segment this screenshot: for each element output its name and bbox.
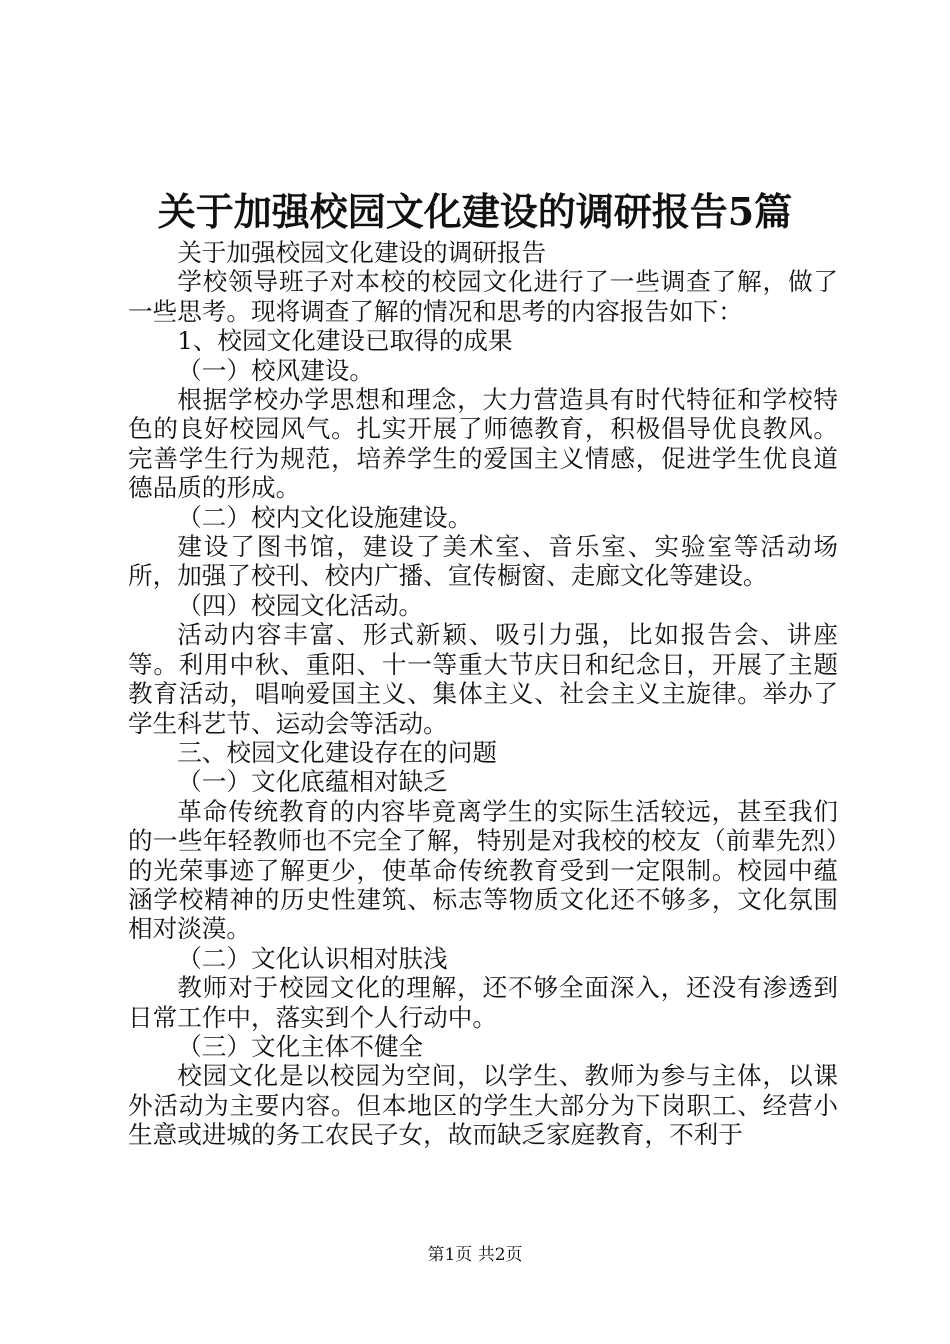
document-body [128, 238, 838, 1150]
subsection-heading: （三）文化主体不健全 [177, 1031, 424, 1061]
paragraph: 革命传统教育的内容毕竟离学生的实际生活较远，甚至我们的一些年轻教师也不完全了解，特别是对我校的校友（前辈先烈）的光荣事迹了解更少，使革命传统教育受到一定限制。校园中蕴涵学校精神的历史性建筑、标志等物质文化还不够多，文化氛围相对淡漠。 [128, 796, 838, 944]
subsection-heading: （二）文化认识相对肤浅 [177, 943, 448, 973]
section-heading: 1、校园文化建设已取得的成果 [177, 326, 513, 356]
subsection-heading: （一）文化底蕴相对缺乏 [177, 767, 448, 797]
paragraph: 根据学校办学思想和理念，大力营造具有时代特征和学校特色的良好校园风气。扎实开展了师德教育，积极倡导优良教风。完善学生行为规范，培养学生的爱国主义情感，促进学生优良道德品质的形成。 [128, 385, 838, 503]
section-heading: 三、校园文化建设存在的问题 [177, 737, 497, 767]
paragraph: 建设了图书馆，建设了美术室、音乐室、实验室等活动场所，加强了校刊、校内广播、宣传橱窗、走廊文化等建设。 [128, 532, 838, 591]
paragraph: 活动内容丰富、形式新颖、吸引力强，比如报告会、讲座等。利用中秋、重阳、十一等重大节庆日和纪念日，开展了主题教育活动，唱响爱国主义、集体主义、社会主义主旋律。举办了学生科艺节、运动会等活动。 [128, 620, 838, 738]
page-footer: 第1页 共2页 [427, 1245, 523, 1265]
subsection-heading: （二）校内文化设施建设。 [177, 502, 473, 532]
paragraph: 学校领导班子对本校的校园文化进行了一些调查了解，做了一些思考。现将调查了解的情况和思考的内容报告如下： [128, 267, 838, 326]
subsection-heading: （四）校园文化活动。 [177, 590, 424, 620]
subsection-heading: （一）校风建设。 [177, 355, 374, 385]
paragraph: 校园文化是以校园为空间，以学生、教师为参与主体，以课外活动为主要内容。但本地区的学生大部分为下岗职工、经营小生意或进城的务工农民子女，故而缺乏家庭教育，不利于 [128, 1061, 838, 1150]
paragraph: 关于加强校园文化建设的调研报告 [177, 238, 547, 267]
paragraph: 教师对于校园文化的理解，还不够全面深入，还没有渗透到日常工作中，落实到个人行动中。 [128, 973, 838, 1032]
document-title: 关于加强校园文化建设的调研报告5篇 [157, 189, 793, 234]
